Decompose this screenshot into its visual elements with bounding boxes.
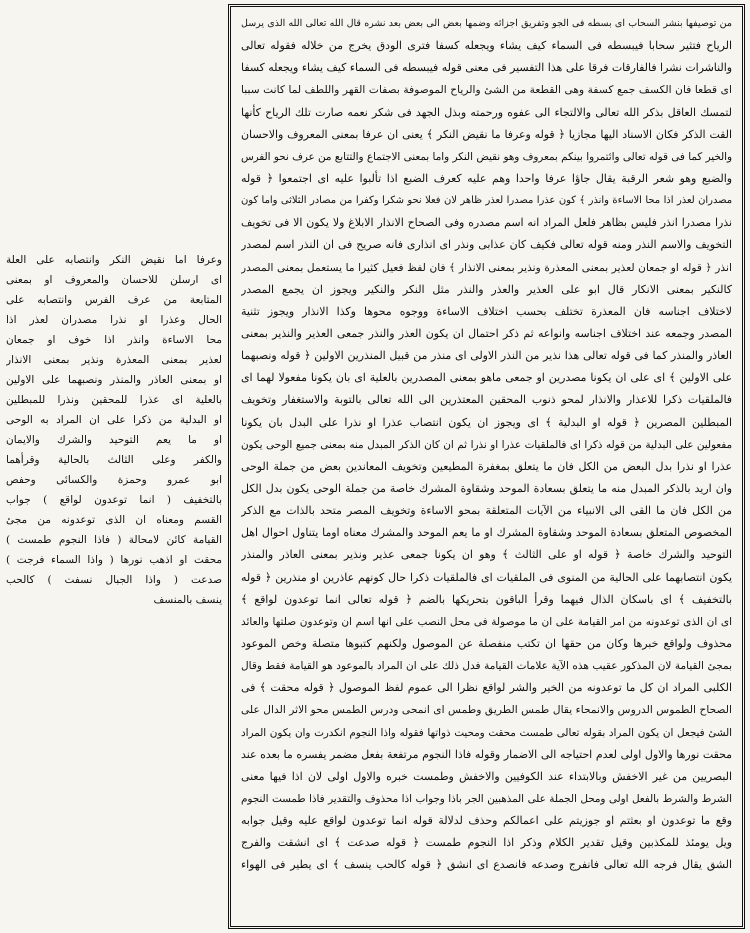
commentary-line: الشق يقال فرجه الله تعالى فانفرج وصدعه فانصدع اى انشق ﴿ قوله كالحب ينسف ﴾ اى يطير فى الهواء: [241, 858, 732, 872]
commentary-line: نذرا مصدرا انذر فليس بظاهر فلعل المراد انه اسم مصدره وفى الصحاح الانذار الابلاغ ولا يكون الا فى تخويف: [241, 216, 732, 230]
commentary-line: اى قطعا فان الكسف جمع كسفة وهى القطعة من الشئ والرياح الموصوفة بصفات القهر واللطف لما كانت سببا: [241, 83, 732, 97]
commentary-line: انذر ﴿ قوله او جمعان لعذير بمعنى المعذرة ونذير بمعنى الانذار ﴾ فان لفظ فعيل كثيرا ما يستعمل بمعنى المصدر: [241, 260, 732, 274]
commentary-line: التوحيد والشرك خاصة ﴿ قوله او على الثالث ﴾ وهو ان يكونا جمعى عذير ونذير بمعنى العاذر والمنذر: [241, 548, 732, 562]
commentary-line: المخصوص المتعلق بسعادة الموحد وشقاوة المشرك او ما يعم الموحد والمشرك معناه اوما يتناول احوال اهل: [241, 526, 732, 540]
commentary-line: مفعولين على البدلية من قوله ذكرا اى فالملقيات عذرا او نذرا ثم ان كان الذكر المبدل منه بمعنى جميع الوحى يكون: [241, 438, 732, 451]
commentary-line: وقع ما توعدون او بعثتم او جوزيتم على اعمالكم وحذف لدلالة قوله انما توعدون لواقع عليه وقيل جوابه: [241, 814, 732, 828]
margin-gloss-line: والكفر وعلى الثالث بالحالية وقرأهما: [6, 454, 222, 466]
commentary-line: لتمسك العاقل بذكر الله تعالى والالتجاء الى عفوه ورحمته وبذل الجهد فى شكر نعمه صارت تلك الرياح كأنها: [241, 105, 732, 119]
commentary-line: الكلبى المراد ان كل ما توعدونه من الخير والشر لواقع نظرا الى عموم لفظ الموصول ﴿ قوله محقت ﴾ فى: [241, 681, 732, 695]
commentary-line: فالملقيات ذكرا للاعذار والانذار لمحو ذنوب المحقين المعتذرين الى الله تعالى بالتوبة والاستغفار وتخويف: [241, 393, 732, 407]
margin-gloss-line: او بمعنى العاذر والمنذر ونصبهما على الاولين: [6, 374, 222, 386]
commentary-line: الشرط والشرط بالفعل اولى ومحل الجملة على المذهبين الجر باذا وجواب اذا محذوف والتقدير فاذا طمست النجوم: [241, 792, 732, 805]
margin-gloss-line: اى ارسلن للاحسان والمعروف او بمعنى: [6, 274, 222, 286]
margin-gloss-line: القسم ومعناه ان الذى توعدونه من مجئ: [6, 514, 222, 526]
commentary-line: مصدران لعذر اذا محا الاساءة وانذر ﴾ كون عذرا مصدرا لعذر ظاهر لان فعلا نحو شكرا وكفرا من مصادر الثلاثى واما كون: [241, 195, 732, 207]
margin-gloss-line: الحال وعذرا او نذرا مصدران لعذر اذا: [6, 314, 222, 326]
margin-gloss-line: او ما يعم التوحيد والشرك والايمان: [6, 434, 222, 446]
commentary-column: [228, 4, 745, 929]
commentary-line: المصدر وجمعه عند اختلاف اجناسه وانواعه ثم ذكر احتمال ان يكون العذر والنذر جمعى العذير والنذير بمعنى: [241, 326, 732, 340]
commentary-line: الصحاح الطموس الدروس والانمحاء يقال طمس الطريق وطمس اى انمحى ودرس الطمس محو الاثر الدال على: [241, 703, 732, 717]
commentary-line: محذوف ولواقع خبرها وكان من حقها ان تكتب منفصلة عن الموصول ولكنهم كتبوها متصلة وخص الموعود: [241, 636, 732, 650]
commentary-line: بالتخفيف ﴾ اى باسكان الذال فيهما وقرأ الباقون بتحريكها بالضم ﴿ قوله تعالى انما توعدون لواقع ﴾: [241, 592, 732, 606]
commentary-line: اى ان الذى توعدونه من امر القيامة على ان ما موصولة فى محل النصب على انها اسم ان وتوعدون صلتها والعائد: [241, 615, 732, 628]
margin-gloss-line: لعذير بمعنى المعذرة ونذير بمعنى الانذار: [6, 354, 222, 366]
commentary-line: عذرا او نذرا بدل البعض من الكل فان ما يتعلق بمغفرة المطيعين وتخويف المعاندين بعض من جملة الوحى: [241, 459, 732, 473]
commentary-line: الشئ فيجعل ان يكون المراد بقوله تعالى طمست محقت ومحيت ذواتها فقوله واذا النجوم انكدرت وان يكون المراد: [241, 726, 732, 739]
commentary-line: كالنكير بمعنى الانكار قال ابو على العذير والعذر والنذر مثل النكر والنكير ويجوز ان يجمع المصدر: [241, 282, 732, 296]
margin-gloss: [6, 250, 222, 610]
commentary-line: لاختلاف اجناسه فان المعذرة تختلف بحسب اختلاف الاساءة ووجوه محوها وكذا الانذار ويجوز تثنية: [241, 304, 732, 318]
commentary-line: والخير كما فى قوله تعالى وائتمروا بينكم بمعروف وهو نقيض النكر واما بمعنى الاجتماع والتتابع من عرف نحو الفرس: [241, 150, 732, 163]
commentary-line: الرياح فتثير سحابا فيبسطه فى السماء كيف يشاء ويجعله كسفا فترى الودق يخرج من خلاله فقوله تعالى: [241, 39, 732, 53]
margin-gloss-line: صدعت ( واذا الجبال نسفت ) كالحب: [6, 574, 222, 586]
margin-gloss-line: او البدلية من ذكرا على ان المراد به الوحى: [6, 414, 222, 426]
commentary-line: على الاولين ﴾ اى على ان يكونا مصدرين او جمعى ماهو بمعنى المصدرين بالعلية اى بان يكونا مفعولا لهما اى: [241, 371, 732, 385]
margin-gloss-line: محقت او اذهب نورها ( واذا السماء فرجت ): [6, 554, 222, 566]
commentary-line: التخويف والاسم النذر ومنه قوله تعالى فكيف كان عذابى ونذر اى انذارى فانه صريح فى ان النذر اسم لمصدر: [241, 238, 732, 252]
commentary-line: العاذر والمنذر كما فى قوله تعالى هذا نذير من النذر الاولى اى منذر من قبيل المنذرين الاولين ﴿ قوله ونصبهما: [241, 349, 732, 363]
commentary-line: والناشرات نشرا فالفارقات فرقا على هذا التفسير فى معنى قوله فيبسطه فى السماء كيف يشاء ويجعله كسفا: [241, 61, 732, 75]
margin-gloss-line: بالتخفيف ( انما توعدون لواقع ) جواب: [6, 494, 222, 506]
margin-gloss-line: القيامة كائن لامحالة ( فاذا النجوم طمست ): [6, 534, 222, 546]
commentary-line: يكون انتصابهما على الحالية من المنوى فى الملقيات اى فالملقيات ذكرا حال كونهم عاذرين او منذرين ﴿ قوله: [241, 570, 732, 584]
margin-gloss-line: بالعلية اى عذرا للمحقين ونذرا للمبطلين: [6, 394, 222, 406]
margin-gloss-line: محا الاساءة وانذر اذا خوف او جمعان: [6, 334, 222, 346]
margin-gloss-line: ابو عمرو وحمزة والكسائى وحفص: [6, 474, 222, 486]
margin-gloss-line: وعرفا اما نقيض النكر وانتصابه على العلة: [6, 254, 222, 266]
margin-gloss-line: ينسف بالمنسف: [153, 594, 222, 606]
commentary-line: بمجئ القيامة لان المذكور عقيب هذه الآية علامات القيامة فدل ذلك على ان المراد بالموعود هو القيامة فقط وقال: [241, 660, 732, 673]
commentary-line: وان اريد بالذكر المبدل منه ما يتعلق بسعادة الموحد وشقاوة المشرك خاصة من جملة الوحى يكون بدل الكل: [241, 481, 732, 495]
commentary-line: والضبع وهو شعر الرقبة يقال جاؤا عرفا واحدا وهم عليه كعرف الضبع اذا تألبوا عليه اى اجتمعوا ﴿ قوله: [241, 171, 732, 185]
commentary-line: المبطلين المصرين ﴿ قوله او البدلية ﴾ اى ويجوز ان يكون انتصاب عذرا او نذرا على البدل بان يكونا: [241, 415, 732, 429]
margin-gloss-line: المتابعة من عرف الفرس وانتصابه على: [6, 294, 222, 306]
commentary-line: البصريين من غير الاخفش وبالابتداء عند الكوفيين والاخفش وطمست خبره والاول اولى لان اذا فيها معنى: [241, 769, 732, 783]
commentary-line: من الكل فان ما القى الى الانبياء من الآيات المتعلقة بمحو الاساءة وتخويف المصر متحد بالذات مع الذكر: [241, 504, 732, 518]
commentary-line: ويل يومئذ للمكذبين وقيل تقدير الكلام وذكر اذا النجوم طمست ﴿ قوله صدعت ﴾ اى انشقت والفرج: [241, 836, 732, 850]
commentary-line: القت الذكر فكان الاسناد اليها مجازيا ﴿ قوله وعرفا ما نقيض النكر ﴾ يعنى ان عرفا بمعنى المعروف والاحسان: [241, 127, 732, 141]
commentary-line: محقت نورها والاول اولى لعدم احتياجه الى الاضمار وقوله فاذا النجوم مرتفعة بفعل مضمر يفسره ما بعده عند: [241, 747, 732, 761]
commentary-line: من توصيفها بنشر السحاب اى بسطه فى الجو وتفريق اجزائه وضمها بعض الى بعض بعد نشره قال الله تعالى الله الذى يرسل: [241, 18, 732, 29]
